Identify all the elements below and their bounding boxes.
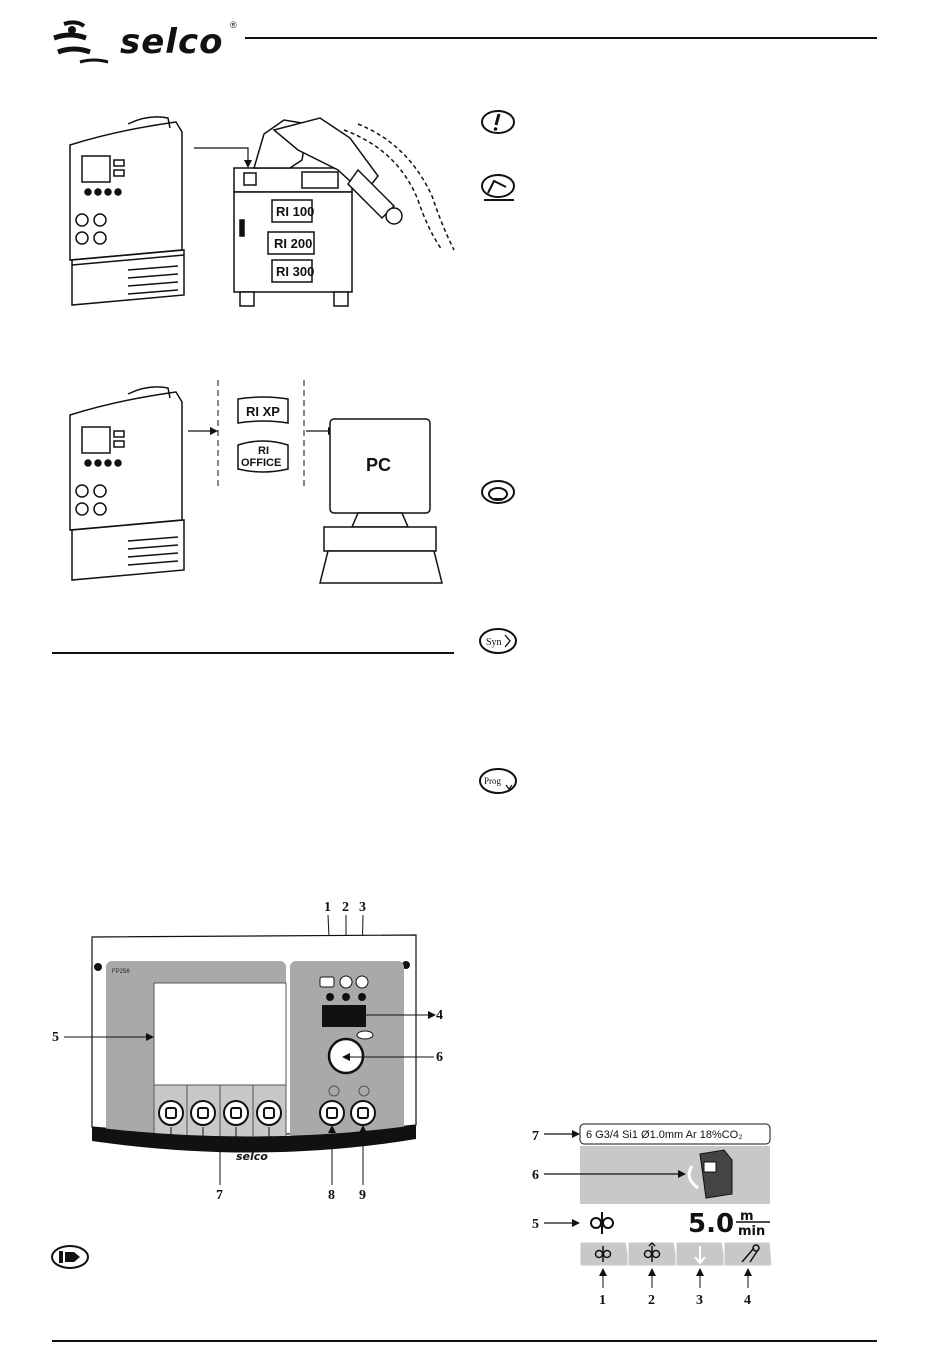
panel-callout-4: 4 <box>436 1008 443 1023</box>
panel-callout-9: 9 <box>359 1188 366 1203</box>
pc-drawing <box>320 419 442 583</box>
display-screen-diagram <box>528 1118 788 1318</box>
selco-logo-mark <box>50 18 120 66</box>
interface-label-2: RI 200 <box>274 236 313 251</box>
panel-callout-7: 7 <box>216 1188 223 1203</box>
program-icon <box>478 767 518 795</box>
header <box>50 18 880 68</box>
panel-brand: selco <box>236 1150 268 1163</box>
tab-callout-2: 2 <box>648 1293 655 1308</box>
tab-callout-1: 1 <box>599 1293 606 1308</box>
soft-key-tabs <box>580 1242 772 1266</box>
parameter-value: 5.0 <box>688 1209 735 1239</box>
welding-machine-drawing <box>70 117 184 305</box>
unit-bottom: min <box>738 1224 766 1239</box>
robot-connection-diagram <box>58 110 468 370</box>
svg-text:Syn: Syn <box>486 637 502 648</box>
screen-callout-6: 6 <box>532 1168 539 1183</box>
panel-lcd <box>154 983 286 1085</box>
section-rule <box>52 652 454 654</box>
interface-label-3: RI 300 <box>276 264 315 279</box>
panel-callout-3: 3 <box>359 900 366 915</box>
encoder-icon <box>480 479 516 505</box>
header-rule <box>245 37 877 39</box>
power-icon <box>50 1244 90 1270</box>
welding-machine-drawing-2 <box>70 387 184 580</box>
panel-callout-2: 2 <box>342 900 349 915</box>
front-panel-diagram <box>50 895 450 1205</box>
synergy-icon <box>478 627 518 655</box>
screen-image-area <box>580 1146 770 1204</box>
screen-callout-7: 7 <box>532 1129 539 1144</box>
software-label-3: OFFICE <box>241 457 282 469</box>
software-label-2: RI <box>258 445 269 457</box>
robot-icon <box>478 173 518 203</box>
pc-connection-diagram <box>58 375 458 605</box>
software-label-1: RI XP <box>246 404 280 419</box>
tab-callout-4: 4 <box>744 1293 751 1308</box>
panel-callout-6: 6 <box>436 1050 443 1065</box>
caution-icon <box>480 109 516 135</box>
screen-callout-5: 5 <box>532 1217 539 1232</box>
unit-top: m <box>740 1209 754 1224</box>
program-line-text: 6 G3/4 Si1 Ø1.0mm Ar 18%CO₂ <box>586 1129 743 1141</box>
footer-rule <box>52 1340 877 1342</box>
tab-callout-3: 3 <box>696 1293 703 1308</box>
panel-callout-1: 1 <box>324 900 331 915</box>
panel-callout-8: 8 <box>328 1188 335 1203</box>
pc-label: PC <box>366 455 392 475</box>
interface-label-1: RI 100 <box>276 204 315 219</box>
brand-logo-text: selco <box>120 22 224 62</box>
panel-callout-5: 5 <box>52 1030 59 1045</box>
svg-text:Prog: Prog <box>484 776 502 786</box>
panel-model-label: FP256 <box>112 969 130 975</box>
registered-mark: ® <box>230 20 237 30</box>
wire-speed-icon <box>591 1212 613 1234</box>
